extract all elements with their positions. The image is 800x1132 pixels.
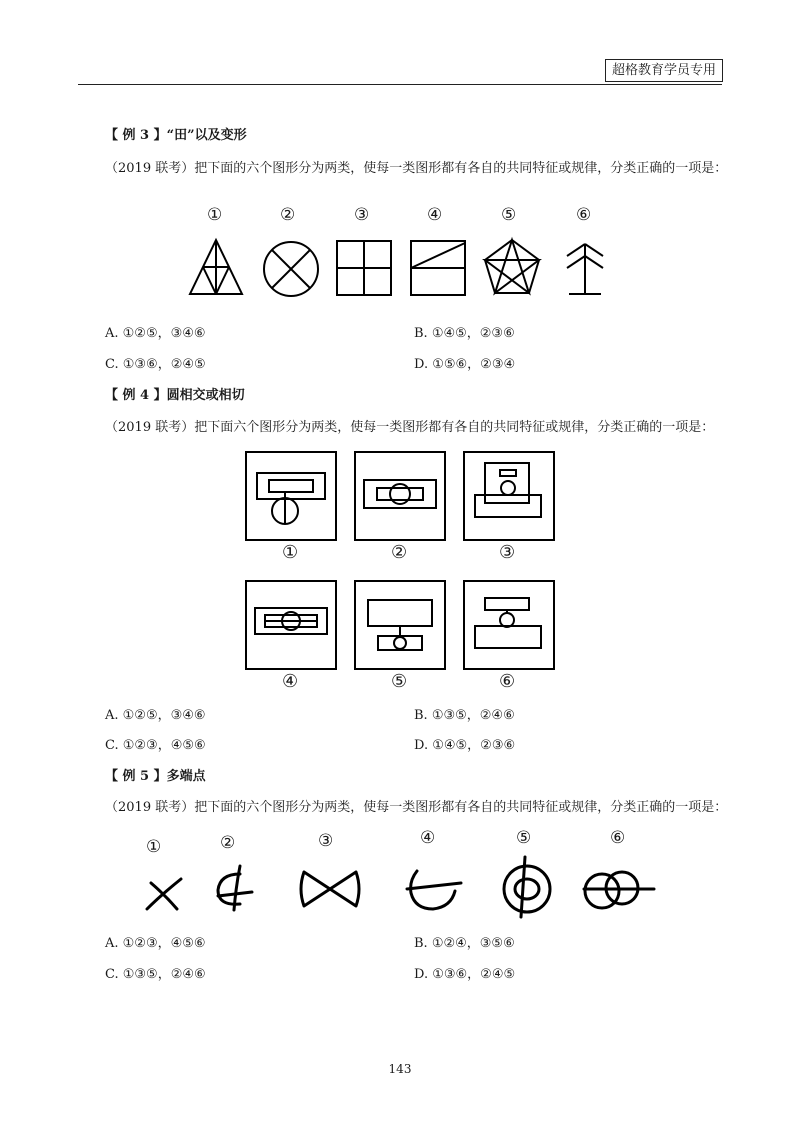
ex5-figure-1-cross: [143, 873, 185, 913]
ex4-option-d[interactable]: D. ①④⑤，②③⑥: [414, 738, 516, 753]
ex3-figure-6-pine-tree: [565, 238, 605, 296]
ex5-figure-5-ellipse-circle: [499, 853, 555, 919]
ex4-figure-2: [354, 451, 446, 541]
header-rule: [78, 84, 722, 85]
ex5-figure-label-2: ②: [220, 833, 236, 853]
ex4-figure-label-4: ④: [282, 671, 299, 692]
ex3-figure-label-4: ④: [427, 205, 443, 225]
ex5-figure-3-bowtie: [298, 868, 362, 910]
ex3-figure-label-1: ①: [207, 205, 223, 225]
example-5-heading: 【 例 5 】多端点: [105, 769, 206, 784]
ex3-figure-3-square-quartered: [336, 240, 392, 296]
ex5-figure-label-4: ④: [420, 828, 436, 848]
ex5-option-d[interactable]: D. ①③⑥，②④⑤: [414, 967, 516, 982]
ex5-figure-4-circle-chord: [403, 863, 465, 913]
ex3-figure-label-2: ②: [280, 205, 296, 225]
ex4-figure-3: [463, 451, 555, 541]
example-3-heading: 【 例 3 】“田”以及变形: [105, 128, 247, 143]
ex4-option-a[interactable]: A. ①②⑤，③④⑥: [105, 708, 206, 723]
ex5-option-c[interactable]: C. ①③⑤，②④⑥: [105, 967, 206, 982]
example-5-question: （2019 联考）把下面的六个图形分为两类，使每一类图形都有各自的共同特征或规律，分类正确的一项是：: [105, 800, 728, 815]
example-3-question: （2019 联考）把下面的六个图形分为两类，使每一类图形都有各自的共同特征或规律，分类正确的一项是：: [105, 161, 728, 176]
page-number: 143: [388, 1062, 412, 1076]
ex5-option-a[interactable]: A. ①②③，④⑤⑥: [105, 936, 206, 951]
ex3-figure-2-circle-x: [262, 240, 320, 298]
ex4-figure-label-6: ⑥: [499, 671, 516, 692]
ex5-figure-label-1: ①: [146, 837, 162, 857]
ex4-figure-label-2: ②: [391, 542, 408, 563]
ex5-figure-label-5: ⑤: [516, 828, 532, 848]
ex5-figure-6-two-circles: [582, 866, 656, 912]
ex3-figure-label-5: ⑤: [501, 205, 517, 225]
ex4-figure-label-3: ③: [499, 542, 516, 563]
ex3-figure-4-square-diagonal: [410, 240, 466, 296]
ex5-figure-label-3: ③: [318, 831, 334, 851]
ex3-option-c[interactable]: C. ①③⑥，②④⑤: [105, 357, 206, 372]
ex3-figure-5-pentagram: [483, 238, 541, 296]
ex4-figure-5: [354, 580, 446, 670]
ex4-figure-1: [245, 451, 337, 541]
ex4-figure-6: [463, 580, 555, 670]
ex5-option-b[interactable]: B. ①②④，③⑤⑥: [414, 936, 515, 951]
ex4-figure-label-1: ①: [282, 542, 299, 563]
ex3-figure-label-3: ③: [354, 205, 370, 225]
ex3-option-a[interactable]: A. ①②⑤，③④⑥: [105, 326, 206, 341]
example-4-heading: 【 例 4 】圆相交或相切: [105, 388, 245, 403]
ex3-figure-1-triangle: [188, 238, 244, 296]
ex3-option-b[interactable]: B. ①④⑤，②③⑥: [414, 326, 515, 341]
header-label: 超格教育学员专用: [605, 59, 723, 82]
example-4-question: （2019 联考）把下面六个图形分为两类，使每一类图形都有各自的共同特征或规律，分类正确的一项是：: [105, 420, 715, 435]
ex3-option-d[interactable]: D. ①⑤⑥，②③④: [414, 357, 516, 372]
ex4-option-c[interactable]: C. ①②③，④⑤⑥: [105, 738, 206, 753]
ex4-option-b[interactable]: B. ①③⑤，②④⑥: [414, 708, 515, 723]
ex4-figure-label-5: ⑤: [391, 671, 408, 692]
ex5-figure-label-6: ⑥: [610, 828, 626, 848]
ex4-figure-4: [245, 580, 337, 670]
ex5-figure-2-cent: [210, 862, 256, 912]
ex3-figure-label-6: ⑥: [576, 205, 592, 225]
